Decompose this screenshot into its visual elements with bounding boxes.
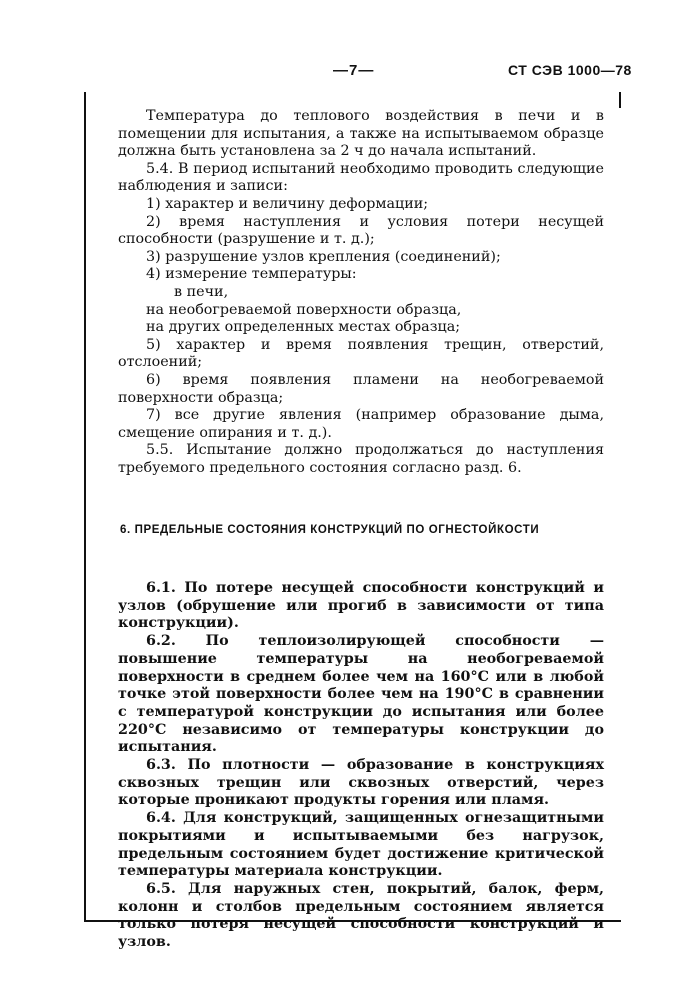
section-6-text [118, 580, 604, 952]
list-item: 7) все другие явления (например образование дыма, смещение опирания и т. д.). [118, 407, 604, 441]
list-item: 5) характер и время появления трещин, отверстий, отслоений; [118, 336, 604, 371]
sub-list-item: на необогреваемой поверхности образца, [146, 301, 462, 318]
frame-corner-mark [619, 92, 621, 108]
paragraph-6-4: 6.4. Для конструкций, защищенных огнезащитными покрытиями и испытываемыми без нагрузок, предельным состоянием будет достижение критической температуры материала конструкции. [118, 810, 604, 880]
sub-list-item: на других определенных местах образца; [146, 319, 461, 336]
document-code: СТ СЭВ 1000—78 [508, 62, 632, 78]
paragraph-5-4: 5.4. В период испытаний необходимо проводить следующие наблюдения и записи: [118, 160, 604, 195]
paragraph-6-5: 6.5. Для наружных стен, покрытий, балок, ферм, колонн и столбов предельным состоянием является только потеря несущей способности конструкций и узлов. [118, 880, 604, 951]
list-item: 1) характер и величину деформации; [146, 195, 429, 212]
sub-list-item: в печи, [174, 283, 229, 300]
list-item: 3) разрушение узлов крепления (соединений); [146, 248, 501, 265]
list-item: 4) измерение температуры: [146, 266, 357, 283]
section-5-text [118, 108, 604, 477]
paragraph-6-2: 6.2. По теплоизолирующей способности — повышение температуры на необогреваемой поверхности в среднем более чем на 160°С или в любой точке этой поверхности более чем на 190°С в сравнении с температурой конструкции до испытания или более 220°С независимо от температуры конструкции до испытания. [118, 633, 604, 756]
paragraph-6-1: 6.1. По потере несущей способности конструкций и узлов (обрушение или прогиб в зависимости от типа конструкции). [118, 580, 604, 632]
paragraph-6-3: 6.3. По плотности — образование в конструкциях сквозных трещин или сквозных отверстий, через которые проникают продукты горения или пламя. [118, 757, 604, 809]
page-number: —7— [333, 62, 375, 79]
list-item: 2) время наступления и условия потери несущей способности (разрушение и т. д.); [118, 213, 604, 248]
list-item: 6) время появления пламени на необогреваемой поверхности образца; [118, 371, 604, 406]
paragraph-temperature: Температура до теплового воздействия в печи и в помещении для испытания, а также на испытываемом образце должна быть установлена за 2 ч до начала испытаний. [118, 108, 604, 160]
section-6-heading: 6. ПРЕДЕЛЬНЫЕ СОСТОЯНИЯ КОНСТРУКЦИЙ ПО ОГНЕСТОЙКОСТИ [120, 524, 540, 536]
paragraph-5-5: 5.5. Испытание должно продолжаться до наступления требуемого предельного состояния согласно разд. 6. [118, 442, 604, 476]
